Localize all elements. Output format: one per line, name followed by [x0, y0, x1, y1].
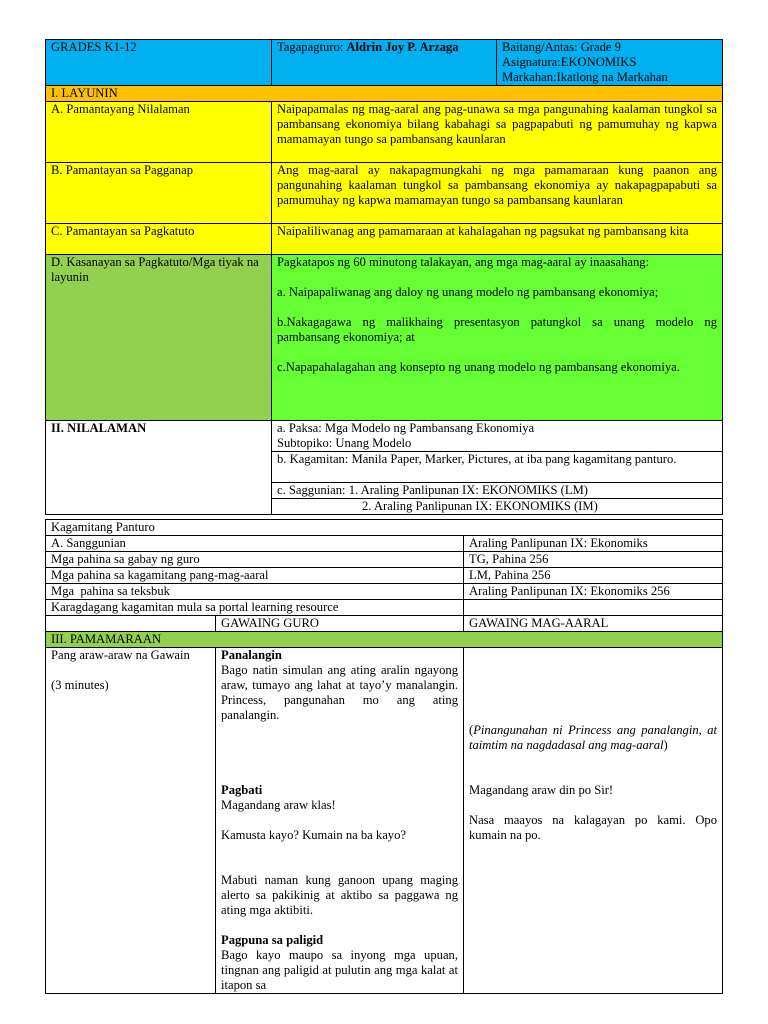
teksbuk-row [46, 584, 723, 600]
pamantayang-nilalaman-row [46, 102, 723, 163]
grade-level: Baitang/Antas: Grade 9 [502, 40, 621, 54]
panalangin-title-text: Panalangin [221, 648, 282, 662]
resource-value [464, 600, 723, 616]
objectives-label: D. Kasanayan sa Pagkatuto/Mga tiyak na layunin [46, 255, 272, 421]
sanggunian1-cell: c. Saggunian: 1. Araling Panlipunan IX: EKONOMIKS (LM) [272, 483, 723, 499]
resource-label: A. Sanggunian [46, 536, 464, 552]
grades-cell: GRADES K1-12 [46, 40, 272, 86]
teacher-cell [272, 40, 497, 86]
kagamitang-panturo-heading-row [46, 520, 723, 536]
gawain-label-cell [46, 648, 216, 994]
resource-label: Mga pahina sa teksbuk [46, 584, 464, 600]
paksa-cell [272, 421, 723, 452]
pagbati-response: Magandang araw din po Sir! [469, 783, 614, 797]
row-label: C. Pamantayan sa Pagkatuto [46, 224, 272, 255]
quarter: Markahan:Ikatlong na Markahan [502, 70, 668, 84]
paksa: a. Paksa: Mga Modelo ng Pambansang Ekonomiya [277, 421, 535, 435]
pamamaraan-heading-row [46, 632, 723, 648]
mabuti-text: Mabuti naman kung ganoon upang maging alerto sa pakikinig at aktibo sa paggawa ng ating mga aktibiti. [221, 873, 458, 917]
row-label: B. Pamantayan sa Pagganap [46, 163, 272, 224]
kagamitan-cell: b. Kagamitan: Manila Paper, Marker, Pictures, at iba pang kagamitang panturo. [272, 452, 723, 483]
paren-close: ) [663, 738, 668, 752]
resource-value: Araling Panlipunan IX: Ekonomiks [464, 536, 723, 552]
paksa-row [46, 421, 723, 452]
paligid-title [221, 933, 458, 948]
gawaing-guro-heading: GAWAING GURO [216, 616, 464, 632]
blank-cell [46, 616, 216, 632]
gawaing-mag-aaral-heading: GAWAING MAG-AARAL [464, 616, 723, 632]
grade-subject-cell [497, 40, 723, 86]
row-text: Naipaliliwanag ang pamamaraan at kahalagahan ng pagsukat ng pambansang kita [272, 224, 723, 255]
teacher-name: Aldrin Joy P. Arzaga [346, 40, 459, 54]
pagbati-text: Magandang araw klas! [221, 798, 336, 812]
gawaing-guro-cell [216, 648, 464, 994]
resource-label: Karagdagang kagamitan mula sa portal learning resource [46, 600, 464, 616]
kagamitang-panturo-heading: Kagamitang Panturo [46, 520, 723, 536]
lm-row [46, 568, 723, 584]
gawain-label: Pang araw-araw na Gawain [51, 648, 190, 662]
sanggunian2-cell: 2. Araling Panlipunan IX: EKONOMIKS (IM) [272, 499, 723, 515]
kamusta-text: Kamusta kayo? Kumain na ba kayo? [221, 828, 406, 842]
panalangin-response-text: Pinangunahan ni Princess ang panalangin, at taimtim na nagdadasal ang mag-aaral [469, 723, 718, 752]
paligid-text: Bago kayo maupo sa inyong mga upuan, tingnan ang paligid at pulutin ang mga kalat at itapon sa [221, 948, 458, 992]
gawain-heading-row [46, 616, 723, 632]
row-text: Ang mag-aaral ay nakapagmungkahi ng mga pamamaraan kung paanon ang pangunahing kaalaman tungkol sa pambansang ekonomiya ay nakapagpapabuti sa pamumuhay ng kapwa mamamayan tungo sa pambansang kaunlaran [272, 163, 723, 224]
nilalaman-heading [46, 421, 272, 515]
panalangin-response [469, 723, 717, 753]
panalangin-text: Bago natin simulan ang ating aralin ngayong araw, tumayo ang lahat at tayo’y manalangin. Princess, pangunahan mo ang ating panalangin. [221, 663, 458, 722]
subtopiko: Subtopiko: Unang Modelo [277, 436, 412, 450]
resource-label: Mga pahina sa kagamitang pang-mag-aaral [46, 568, 464, 584]
objective-item: c.Napapahalagahan ang konsepto ng unang modelo ng pambansang ekonomiya. [277, 360, 680, 374]
lesson-plan-sheet [45, 39, 722, 994]
pamamaraan-heading: III. PAMAMARAAN [46, 632, 723, 648]
resource-value: TG, Pahina 256 [464, 552, 723, 568]
pamamaraan-table [45, 519, 723, 994]
pagbati-title [221, 783, 458, 798]
pamantayan-pagkatuto-row [46, 224, 723, 255]
sanggunian-row [46, 536, 723, 552]
resource-value: Araling Panlipunan IX: Ekonomiks 256 [464, 584, 723, 600]
objectives-cell [272, 255, 723, 421]
layunin-heading: I. LAYUNIN [46, 86, 723, 102]
duration: (3 minutes) [51, 678, 109, 692]
objectives-row [46, 255, 723, 421]
paren-open: ( [469, 723, 474, 737]
portal-row [46, 600, 723, 616]
layunin-heading-row [46, 86, 723, 102]
row-label: A. Pamantayang Nilalaman [46, 102, 272, 163]
objectives-intro: Pagkatapos ng 60 minutong talakayan, ang mga mag-aaral ay inaasahang: [277, 255, 650, 269]
gawaing-mag-aaral-cell [464, 648, 723, 994]
paligid-title-text: Pagpuna sa paligid [221, 933, 324, 947]
objective-item: a. Naipapaliwanag ang daloy ng unang modelo ng pambansang ekonomiya; [277, 285, 659, 299]
lesson-plan-header-table [45, 39, 723, 515]
resource-value: LM, Pahina 256 [464, 568, 723, 584]
kamusta-response: Nasa maayos na kalagayan po kami. Opo kumain na po. [469, 813, 718, 842]
pang-araw-araw-row [46, 648, 723, 994]
header-row [46, 40, 723, 86]
panalangin-title [221, 648, 458, 663]
subject: Asignatura:EKONOMIKS [502, 55, 637, 69]
objective-item: b.Nakagagawa ng malikhaing presentasyon patungkol sa unang modelo ng pambansang ekonomiya; at [277, 315, 717, 344]
pamantayan-pagganap-row [46, 163, 723, 224]
row-text: Naipapamalas ng mag-aaral ang pag-unawa sa mga pangunahing kaalaman tungkol sa pambansang ekonomiya bilang kabahagi sa pagpapabuti ng pamumuhay ng kapwa mamamayan tungo sa pambansang kaunlaran [272, 102, 723, 163]
resource-label: Mga pahina sa gabay ng guro [46, 552, 464, 568]
tg-row [46, 552, 723, 568]
teacher-label: Tagapagturo: [277, 40, 347, 54]
nilalaman-heading-text: II. NILALAMAN [51, 421, 147, 435]
pagbati-title-text: Pagbati [221, 783, 263, 797]
